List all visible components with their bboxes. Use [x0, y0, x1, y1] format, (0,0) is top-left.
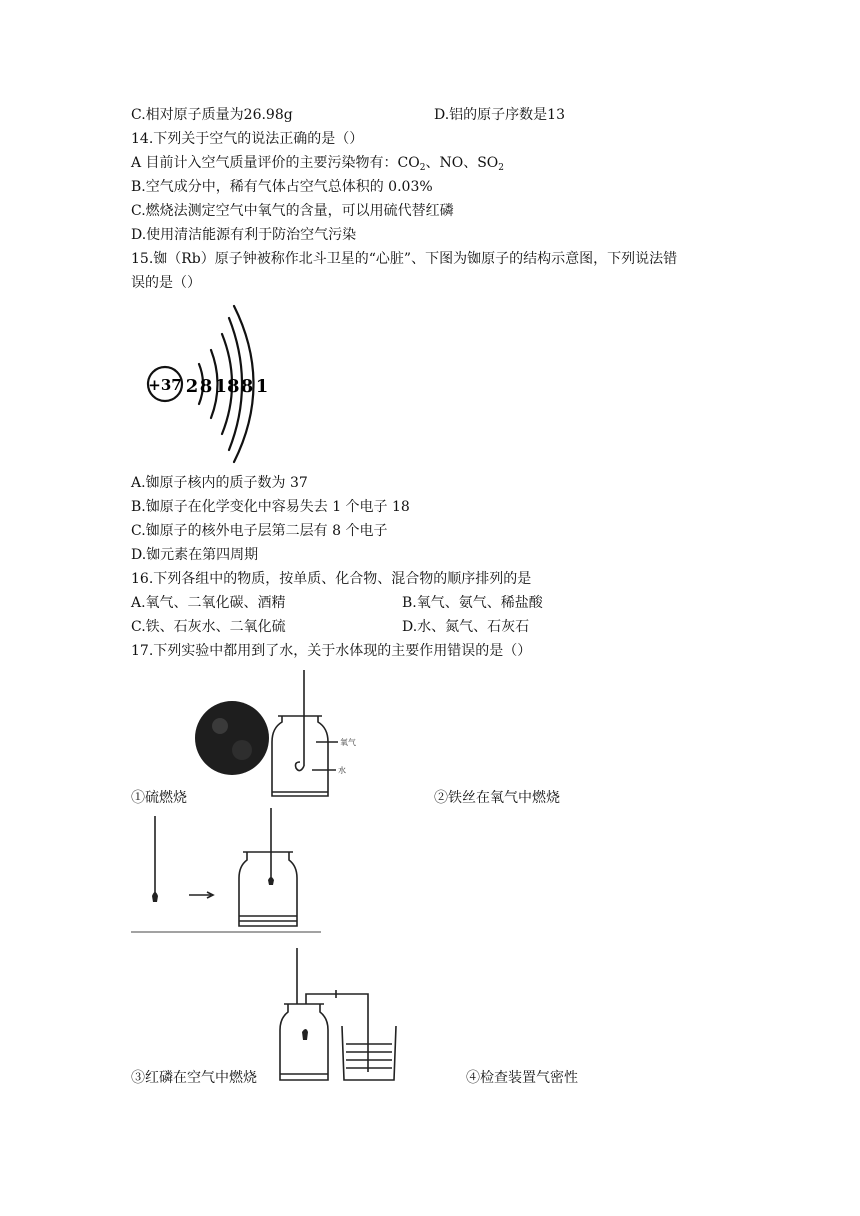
reaction-bottle	[280, 1004, 328, 1080]
caption-4: ④检查装置气密性	[466, 1070, 578, 1086]
q13-option-c: C.相对原子质量为26.98g	[131, 107, 293, 123]
iron-bottle	[272, 716, 328, 796]
shell-2-electrons: 8	[199, 376, 213, 397]
caption-1: ①硫燃烧	[131, 790, 187, 806]
q16-option-c: C.铁、石灰水、二氧化硫	[131, 619, 286, 635]
q15-stem-line1: 15.铷（Rb）原子钟被称作北斗卫星的“心脏”、下图为铷原子的结构示意图，下列说法错	[131, 251, 678, 267]
q15-option-c: C.铷原子的核外电子层第二层有 8 个电子	[131, 523, 388, 539]
q14-option-b: B.空气成分中，稀有气体占空气总体积的 0.03%	[131, 179, 433, 195]
shell-3-electrons: 18	[214, 376, 240, 397]
sulfur-ball	[195, 701, 269, 775]
figure-airtight-check	[272, 946, 412, 1086]
q14-option-a-mid: 、NO、SO	[425, 155, 499, 171]
q14-stem: 14.下列关于空气的说法正确的是（）	[131, 131, 364, 147]
q15-option-d: D.铷元素在第四周期	[131, 547, 259, 563]
rubidium-atom-diagram	[131, 298, 281, 468]
figure-sulfur-iron	[190, 668, 372, 802]
q15-option-b: B.铷原子在化学变化中容易失去 1 个电子 18	[131, 499, 410, 515]
q15-option-a: A.铷原子核内的质子数为 37	[131, 475, 308, 491]
figure-red-phosphorus-step	[131, 808, 321, 938]
q16-option-d: D.水、氮气、石灰石	[402, 619, 530, 635]
q15-stem-line2: 误的是（）	[131, 275, 201, 291]
caption-2: ②铁丝在氧气中燃烧	[434, 790, 560, 806]
q14-option-a-sub1: 2	[419, 163, 426, 173]
shell-4-electrons: 8	[240, 376, 254, 397]
q14-option-a-sub2: 2	[498, 163, 505, 173]
q13-option-d: D.铝的原子序数是13	[434, 107, 565, 123]
q16-stem: 16.下列各组中的物质，按单质、化合物、混合物的顺序排列的是	[131, 571, 532, 587]
q14-option-c: C.燃烧法测定空气中氧气的含量，可以用硫代替红磷	[131, 203, 454, 219]
q14-option-d: D.使用清洁能源有利于防治空气污染	[131, 227, 357, 243]
label-water: 水	[338, 766, 346, 775]
label-oxygen: 氧气	[340, 738, 356, 747]
beaker	[342, 1026, 396, 1080]
q16-option-b: B.氧气、氨气、稀盐酸	[402, 595, 543, 611]
q17-stem: 17.下列实验中都用到了水，关于水体现的主要作用错误的是（）	[131, 643, 532, 659]
q16-option-a: A.氧气、二氧化碳、酒精	[131, 595, 286, 611]
shell-5-electrons: 1	[255, 376, 269, 397]
shell-1-electrons: 2	[185, 376, 199, 397]
q14-option-a-prefix: A 目前计入空气质量评价的主要污染物有：CO	[131, 155, 420, 171]
q14-option-a	[131, 151, 504, 175]
caption-3: ③红磷在空气中燃烧	[131, 1070, 257, 1086]
nucleus-charge: +37	[148, 376, 182, 394]
collection-bottle	[239, 852, 297, 926]
